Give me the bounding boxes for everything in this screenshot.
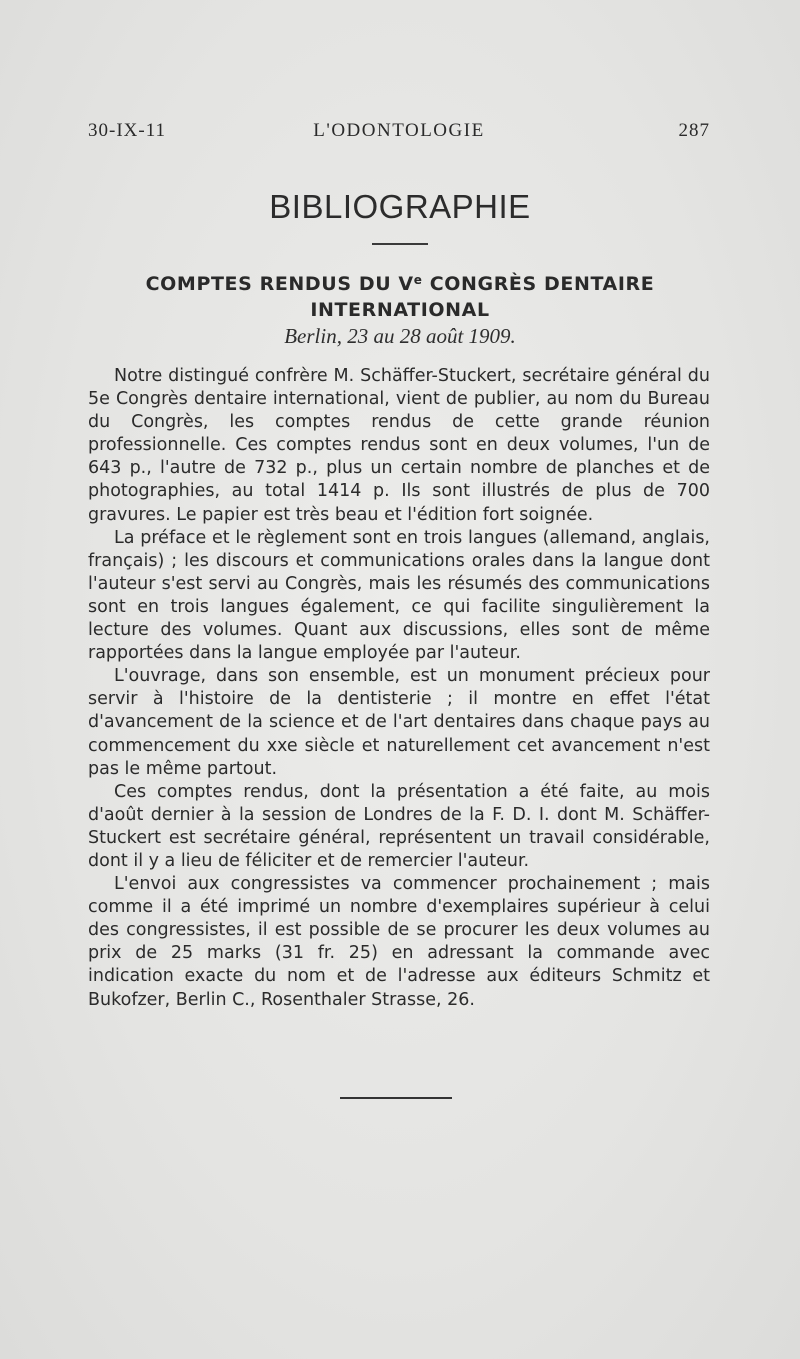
page-number: 287 [678,120,710,141]
article-body [88,365,710,1012]
article-title-line-1: COMPTES RENDUS DU Ve CONGRÈS DENTAIRE [145,273,655,295]
issue-date: 30-IX-11 [88,120,166,141]
paragraph-2: La préface et le règlement sont en trois langues (allemand, anglais, français) ; les discours et communications orales dans la langue dont l'auteur s'est servi au Congrès, mais les résumés des communications sont en trois langues également, ce qui facilite singulièrement la lecture des volumes. Quant aux discussions, elles sont de même rapportées dans la langue employée par l'auteur. [88,527,710,664]
paragraph-5: L'envoi aux congressistes va commencer prochainement ; mais comme il a été imprimé un nombre d'exemplaires supérieur à celui des congressistes, il est possible de se procurer les deux volumes au prix de 25 marks (31 fr. 25) en adressant la commande avec indication exacte du nom et de l'adresse aux éditeurs Schmitz et Bukofzer, Berlin C., Rosenthaler Strasse, 26. [88,874,710,1010]
end-divider [340,1097,452,1099]
running-head [88,120,710,146]
paragraph-1: Notre distingué confrère M. Schäffer-Stuckert, secrétaire général du 5e Congrès dentaire international, vient de publier, au nom du Bureau du Congrès, les comptes rendus de cette grande réunion professionnelle. Ces comptes rendus sont en deux volumes, l'un de 643 p., l'autre de 732 p., plus un certain nombre de planches et de photographies, au total 1414 p. Ils sont illustrés de plus de 700 gravures. Le papier est très beau et l'édition fort soignée. [88,366,710,525]
paragraph-4: Ces comptes rendus, dont la présentation a été faite, au mois d'août dernier à la session de Londres de la F. D. I. dont M. Schäffer-Stuckert est secrétaire général, représentent un travail considérable, dont il y a lieu de féliciter et de remercier l'auteur. [88,781,710,871]
title-divider [372,243,428,245]
article-subtitle: Berlin, 23 au 28 août 1909. [284,324,516,348]
section-title: BIBLIOGRAPHIE [269,188,531,225]
article-title [0,271,800,323]
paragraph-3: L'ouvrage, dans son ensemble, est un monument précieux pour servir à l'histoire de la dentisterie ; il montre en effet l'état d'avancement de la science et de l'art dentaires dans chaque pays au commencement du xxe siècle et naturellement cet avancement n'est pas le même partout. [88,666,710,779]
article-title-line-2: INTERNATIONAL [310,299,490,321]
journal-title: L'ODONTOLOGIE [313,120,485,141]
